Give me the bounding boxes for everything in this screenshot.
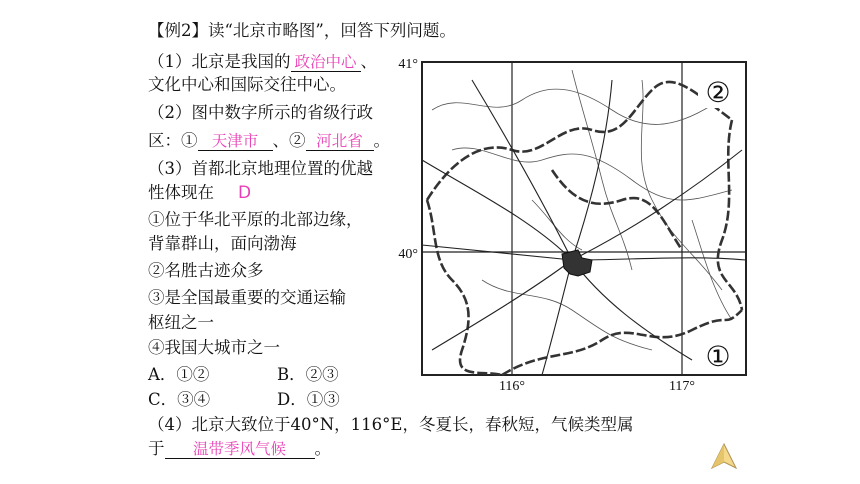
q2-line2 bbox=[148, 130, 390, 152]
q3-prefix: 性体现在 bbox=[148, 183, 214, 202]
q1-line2: 文化中心和国际交往中心。 bbox=[148, 75, 346, 94]
navigation-arrow-icon[interactable] bbox=[710, 442, 738, 470]
beijing-map bbox=[392, 50, 754, 395]
q1-answer: 政治中心 bbox=[294, 53, 357, 71]
choice-a: A．①② bbox=[148, 365, 210, 384]
q1-blank bbox=[291, 53, 361, 72]
q3-option3b: 枢纽之一 bbox=[148, 313, 214, 332]
q3-line1: （3）首都北京地理位置的优越 bbox=[148, 159, 373, 178]
q3-answer: D bbox=[238, 183, 252, 203]
q2-answer1: 天津市 bbox=[211, 132, 259, 150]
choice-c: C．③④ bbox=[148, 390, 211, 409]
q4-line2 bbox=[148, 438, 331, 460]
region-2-label: ② bbox=[705, 76, 731, 109]
q2-blank2 bbox=[306, 132, 374, 151]
lat-40-label: 40° bbox=[398, 247, 418, 262]
question-title: 【例2】读“北京市略图”，回答下列问题。 bbox=[148, 21, 456, 40]
q3-option3a: ③是全国最重要的交通运输 bbox=[148, 288, 346, 307]
lon-117-label: 117° bbox=[668, 379, 696, 394]
q4-line1: （4）北京大致位于40°N，116°E，冬夏长，春秋短，气候类型属 bbox=[148, 415, 634, 434]
q3-option4: ④我国大城市之一 bbox=[148, 338, 280, 357]
choice-d: D．①③ bbox=[277, 390, 340, 409]
q2-mid: 、② bbox=[272, 131, 306, 150]
q2-blank1 bbox=[198, 132, 273, 151]
q4-answer: 温带季风气候 bbox=[192, 440, 286, 458]
q2-suffix: 。 bbox=[373, 131, 390, 150]
q3-option2: ②名胜古迹众多 bbox=[148, 261, 264, 280]
q4-suffix: 。 bbox=[314, 439, 331, 458]
q1-line1 bbox=[148, 51, 377, 73]
map-frame bbox=[422, 62, 746, 375]
choice-b: B．②③ bbox=[277, 365, 339, 384]
q1-suffix: 、 bbox=[360, 52, 377, 71]
q2-prefix: 区：① bbox=[148, 131, 198, 150]
q3-line2 bbox=[148, 182, 251, 204]
lon-116-label: 116° bbox=[498, 379, 526, 394]
lat-41-label: 41° bbox=[398, 57, 418, 72]
q2-line1: （2）图中数字所示的省级行政 bbox=[148, 103, 373, 122]
q4-blank bbox=[165, 440, 315, 459]
q3-option1b: 背靠群山，面向渤海 bbox=[148, 234, 297, 253]
region-1-label: ① bbox=[705, 340, 731, 373]
q3-option1a: ①位于华北平原的北部边缘， bbox=[148, 210, 363, 229]
q2-answer2: 河北省 bbox=[316, 132, 363, 150]
q1-prefix: （1）北京是我国的 bbox=[148, 52, 291, 71]
q4-prefix: 于 bbox=[148, 439, 165, 458]
